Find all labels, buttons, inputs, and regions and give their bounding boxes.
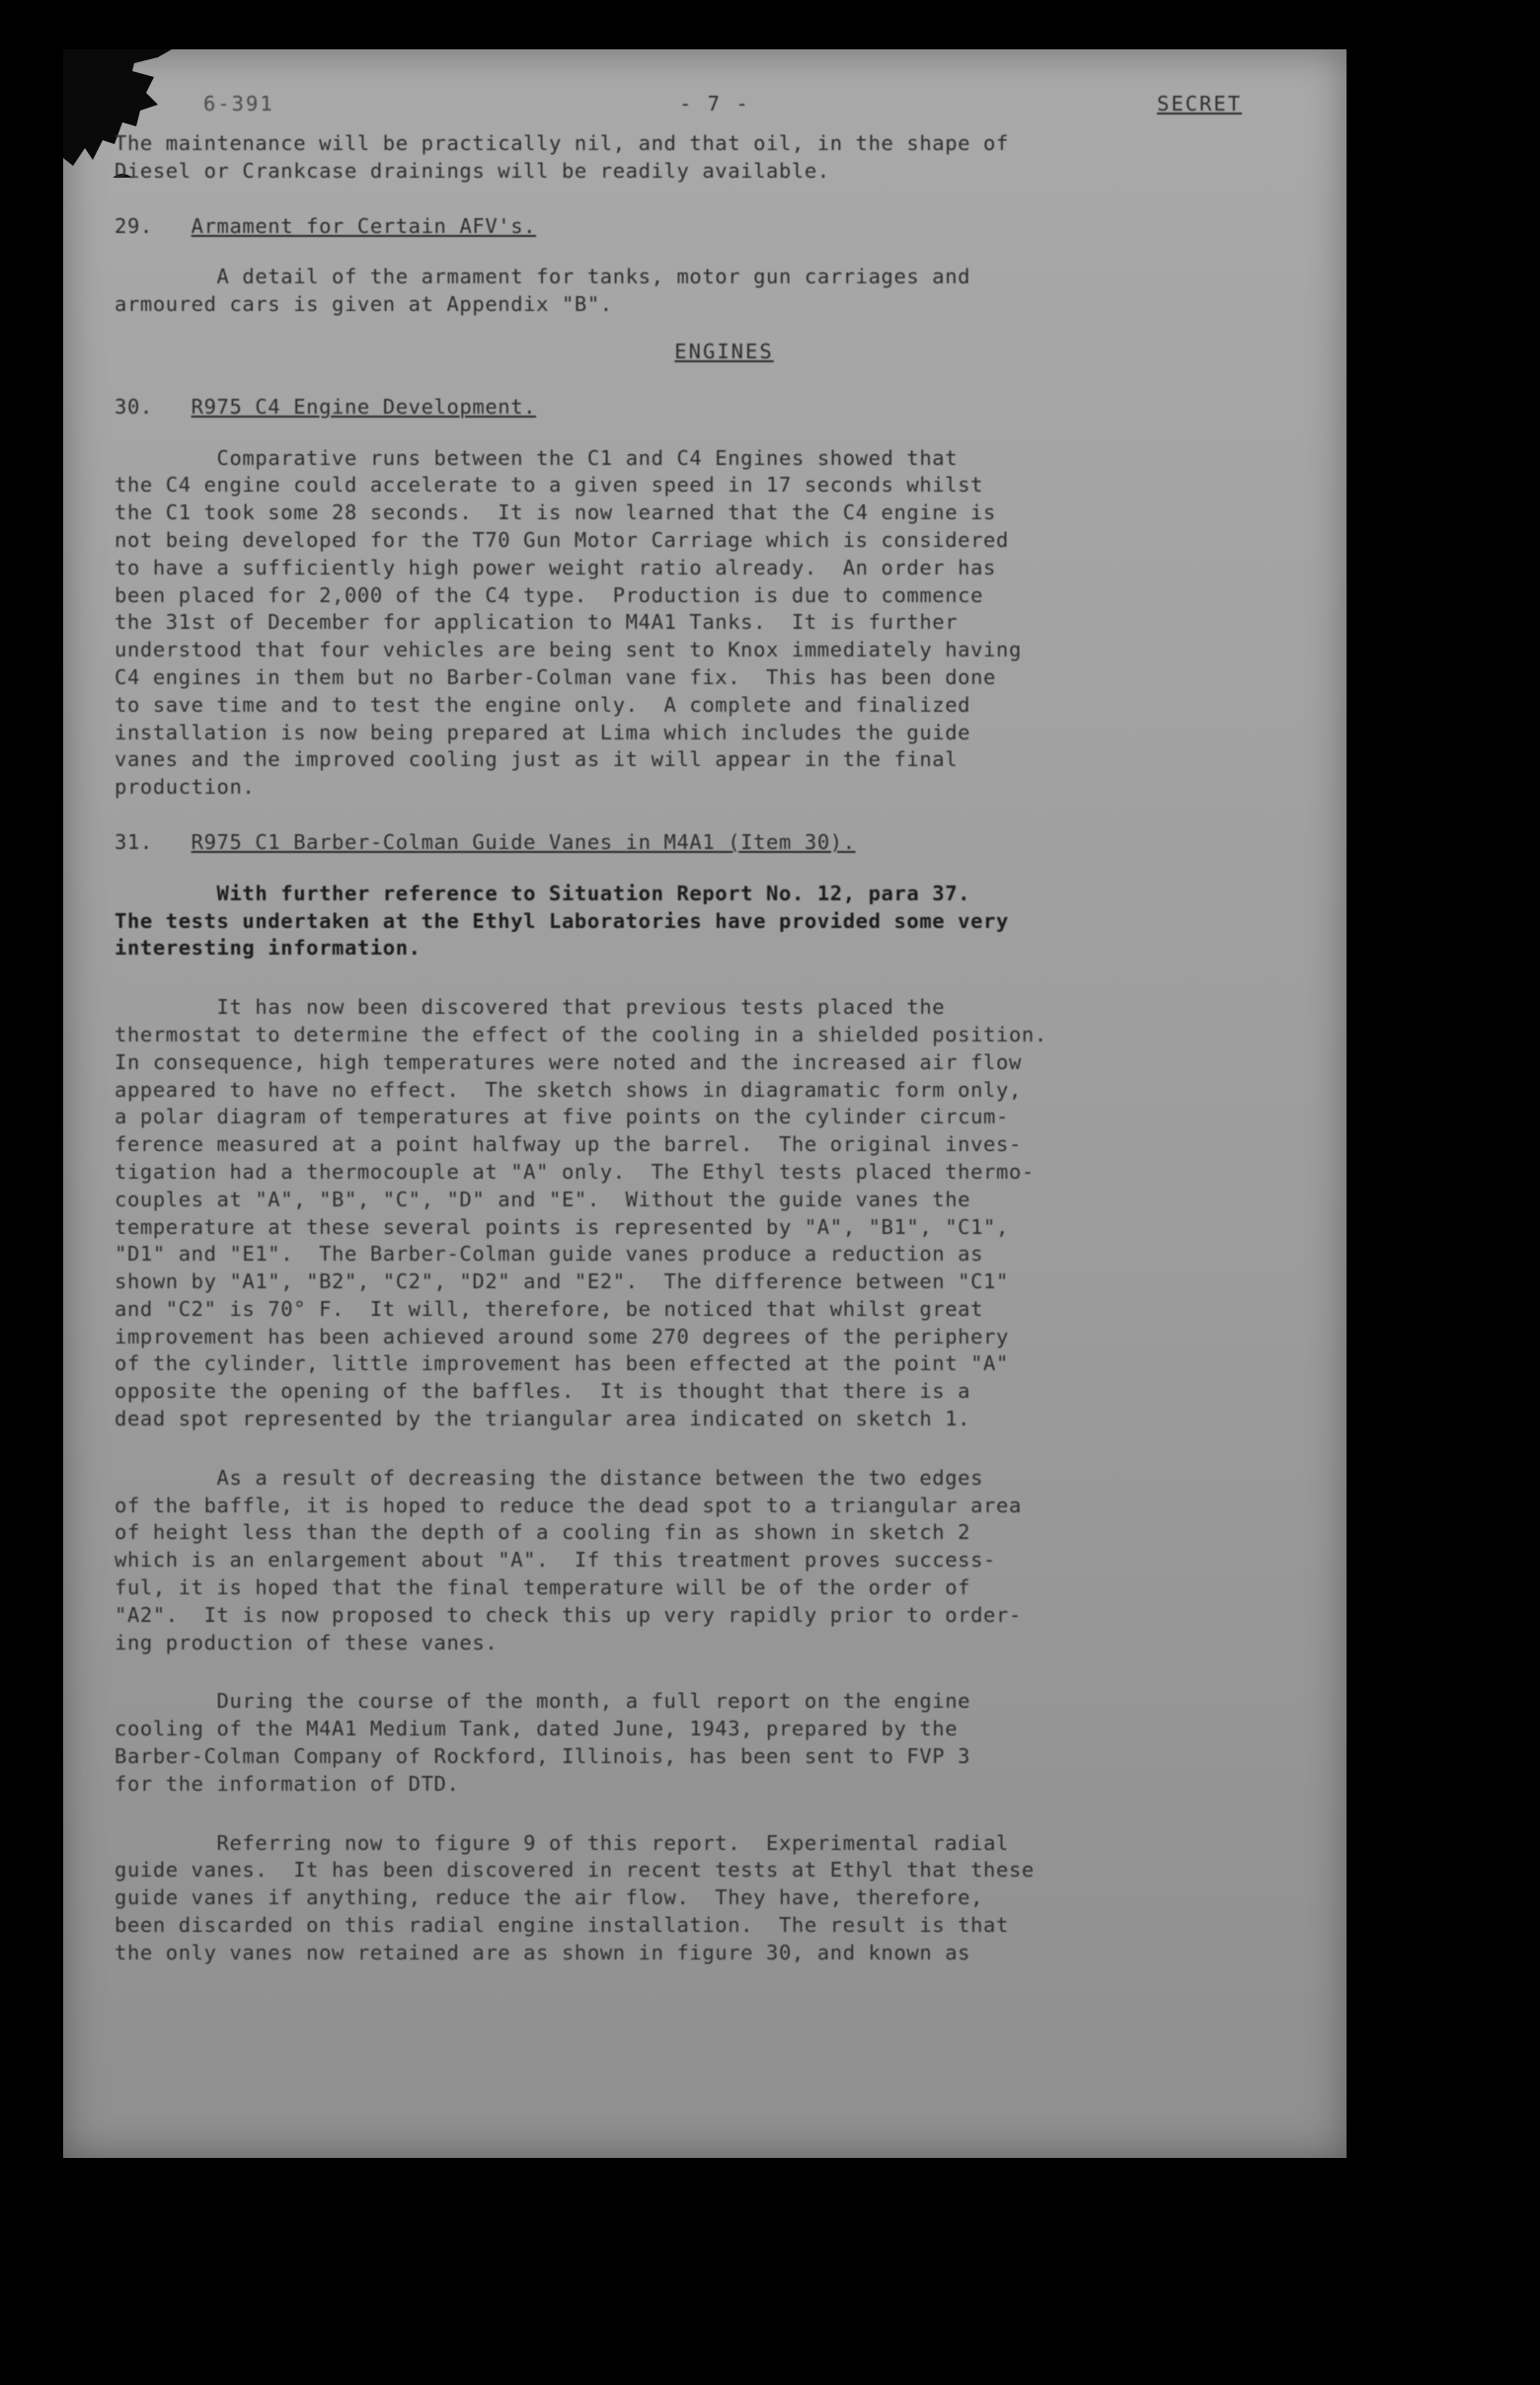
section-title: R975 C1 Barber-Colman Guide Vanes in M4A1 (Item 30). <box>191 829 856 854</box>
section-31-paragraph-1: With further reference to Situation Report No. 12, para 37. The tests undertaken at the Ethyl Laboratories have provided some very interesting information. <box>115 881 1009 961</box>
section-title: R975 C4 Engine Development. <box>191 394 537 419</box>
section-31-paragraph-5: Referring now to figure 9 of this report. Experimental radial guide vanes. It has been discovered in recent tests at Ethyl that these guide vanes if anything, reduce the air flow. They have, therefore, been discarded on this radial engine installation. The result is that the only vanes now retained are as shown in figure 30, and known as <box>115 1830 1035 1964</box>
page-number: - 7 - <box>679 92 750 115</box>
typed-report <box>115 91 1334 1967</box>
classification-mark: SECRET <box>1157 92 1243 115</box>
section-number: 31. <box>115 829 153 854</box>
section-29-body: A detail of the armament for tanks, motor gun carriages and armoured cars is given at Appendix "B". <box>115 265 971 317</box>
continuation-paragraph: The maintenance will be practically nil, and that oil, in the shape of Diesel or Crankcase drainings will be readily available. <box>115 131 1009 183</box>
section-number: 30. <box>115 394 153 419</box>
section-31-heading <box>115 829 1334 857</box>
document-page <box>63 49 1347 2158</box>
page-header <box>115 91 1334 130</box>
section-30-heading <box>115 394 1334 422</box>
section-30-body: Comparative runs between the C1 and C4 Engines showed that the C4 engine could accelerate to a given speed in 17 seconds whilst the C1 took some 28 seconds. It is now learned that the C4 engine is not being developed for the T70 Gun Motor Carriage which is considered to have a sufficiently high power weight ratio already. An order has been placed for 2,000 of the C4 type. Production is due to commence the 31st of December for application to M4A1 Tanks. It is further understood that four vehicles are being sent to Knox immediately having C4 engines in them but no Barber-Colman vane fix. This has been done to save time and to test the engine only. A complete and finalized installation is now being prepared at Lima which includes the guide vanes and the improved cooling just as it will appear in the final production. <box>115 445 1022 800</box>
section-29-heading <box>115 213 1334 241</box>
engines-heading: ENGINES <box>674 339 774 363</box>
section-31-paragraph-2: It has now been discovered that previous tests placed the thermostat to determine the effect of the cooling in a shielded position. In consequence, high temperatures were noted and the increased air flow appeared to have no effect. The sketch shows in diagramatic form only, a polar diagram of temperatures at five points on the cylinder circum- ference measured at a point halfway up the barrel. The original inves- tigation had a thermocouple at "A" only. The Ethyl tests placed thermo- couples at "A", "B", "C", "D" and "E". Without the guide vanes the temperature at these several points is represented by "A", "B1", "C1", "D1" and "E1". The Barber-Colman guide vanes produce a reduction as shown by "A1", "B2", "C2", "D2" and "E2". The difference between "C1" and "C2" is 70° F. It will, therefore, be noticed that whilst great improvement has been achieved around some 270 degrees of the periphery of the cylinder, little improvement has been effected at the point "A" opposite the opening of the baffles. It is thought that there is a dead spot represented by the triangular area indicated on sketch 1. <box>115 995 1047 1431</box>
section-title: Armament for Certain AFV's. <box>191 213 537 238</box>
document-reference: 6-391 <box>203 92 274 115</box>
section-31-paragraph-3: As a result of decreasing the distance between the two edges of the baffle, it is hoped to reduce the dead spot to a triangular area of height less than the depth of a cooling fin as shown in sketch 2 which is an enlargement about "A". If this treatment proves success- ful, it is hoped that the final temperature will be of the order of "A2". It is now proposed to check this up very rapidly prior to order- ing production of these vanes. <box>115 1465 1022 1654</box>
section-31-paragraph-4: During the course of the month, a full report on the engine cooling of the M4A1 Medium Tank, dated June, 1943, prepared by the Barber-Colman Company of Rockford, Illinois, has been sent to FVP 3 for the information of DTD. <box>115 1689 971 1796</box>
section-number: 29. <box>115 213 153 238</box>
